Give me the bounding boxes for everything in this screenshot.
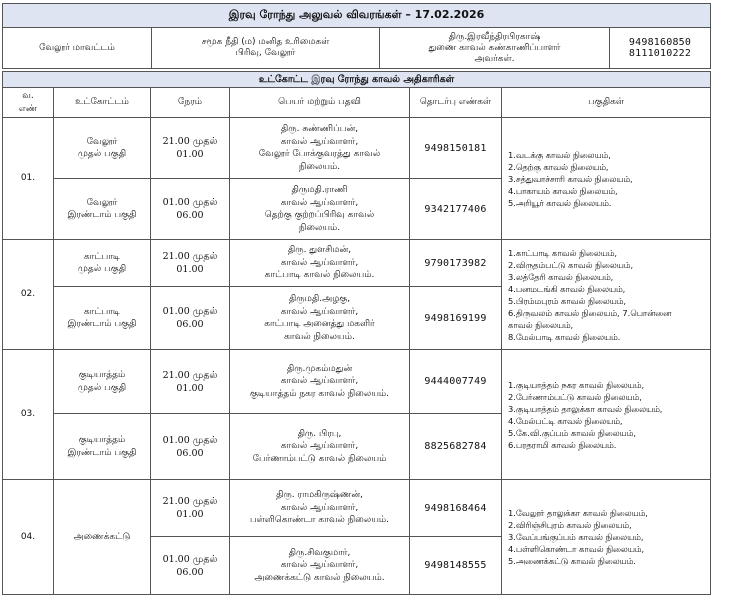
subdivision-line: அணைக்கட்டு	[73, 531, 131, 542]
officer-name-cell	[230, 414, 410, 480]
division-cell	[152, 28, 380, 69]
time-line: 01.00 முதல்	[162, 553, 218, 565]
officer-phone: 8111010222	[628, 48, 692, 59]
area-item: 4.பனமடங்கி காவல் நிலையம்,	[508, 283, 626, 294]
area-item: 5.கே.வி.குப்பம் காவல் நிலையம்,	[508, 427, 636, 438]
subdivision-line: இரண்டாம் பகுதி	[67, 319, 137, 329]
officer-line: திரு.இரவீந்திரபிரகாஷ்	[448, 31, 541, 42]
officer-line: அவர்கள்.	[474, 53, 515, 64]
subdivision-cell	[54, 287, 151, 350]
subdivision-line: வேலூர்	[86, 197, 118, 208]
header-subdivision: உட்கோட்டம்	[54, 88, 151, 118]
header-sno	[3, 88, 54, 118]
area-item: 1.வேலூர் தாலுக்கா காவல் நிலையம்,	[508, 508, 648, 518]
header-table	[2, 3, 711, 69]
name-line: தெற்கு குற்றப்பிரிவு காவல்	[264, 210, 375, 220]
area-item: 1.குடியாத்தம் நகர காவல் நிலையம்,	[508, 379, 645, 390]
phone-cell: 9444007749	[410, 350, 502, 414]
area-item: 2.விருதம்பட்டு காவல் நிலையம்,	[508, 259, 634, 270]
name-line: குடியாத்தம் நகர காவல் நிலையம்.	[249, 388, 390, 399]
time-line: 21.00 முதல்	[162, 496, 218, 507]
name-line: காவல் ஆய்வாளர்,	[280, 197, 359, 208]
areas-cell	[502, 118, 711, 240]
time-line: 01.00 முதல்	[162, 197, 218, 208]
header-time: நேரம்	[151, 88, 230, 118]
name-line: காவல் ஆய்வாளர்,	[280, 306, 359, 317]
areas-cell	[502, 240, 711, 350]
phone-cell: 9498168464	[410, 480, 502, 537]
subdivision-line: குடியாத்தம்	[78, 435, 126, 445]
officer-name-cell	[230, 287, 410, 350]
name-line: நிலையம்.	[298, 161, 341, 172]
subdivision-line: குடியாத்தம்	[78, 370, 126, 380]
name-line: அணைக்கட்டு காவல் நிலையம்.	[254, 572, 385, 583]
area-item: 4.பாகாயம் காவல் நிலையம்,	[508, 185, 618, 196]
name-line: காவல் ஆய்வாளர்,	[280, 136, 359, 147]
subdivision-cell	[54, 480, 151, 595]
area-item: 3.வேப்பங்குப்பம் காவல் நிலையம்,	[508, 532, 644, 542]
time-cell	[151, 537, 230, 595]
phone-cell: 9342177406	[410, 179, 502, 240]
time-cell	[151, 350, 230, 414]
officer-cell	[380, 28, 610, 69]
time-line: 06.00	[176, 210, 204, 221]
table-row	[3, 480, 711, 537]
name-line: காவல் ஆய்வாளர்,	[280, 376, 359, 387]
header-name: பெயர் மற்றும் பதவி	[230, 88, 410, 118]
table-row	[3, 118, 711, 179]
patrol-table	[2, 71, 711, 595]
name-line: காவல் ஆய்வாளர்,	[280, 257, 359, 268]
officer-phones	[610, 28, 711, 69]
officer-line: துணை காவல் கண்காணிப்பாளர்	[428, 42, 561, 53]
area-item: 2.பேர்ணாம்பட்டு காவல் நிலையம்,	[508, 391, 642, 402]
area-item: 5.அணைக்கட்டு காவல் நிலையம்.	[508, 556, 636, 566]
area-item: காவல் நிலையம்,	[508, 319, 574, 330]
name-line: திருமதி.அழகு,	[288, 294, 351, 304]
page-title: இரவு ரோந்து அலுவல் விவரங்கள் – 17.02.2026	[3, 4, 711, 28]
name-line: காவல் ஆய்வாளர்,	[280, 502, 359, 513]
subdivision-cell	[54, 350, 151, 414]
area-item: 6.திருவலம் காவல் நிலையம், 7.பொன்னை	[508, 307, 672, 318]
time-cell	[151, 179, 230, 240]
area-item: 3.லத்தேரி காவல் நிலையம்,	[508, 271, 614, 282]
time-cell	[151, 414, 230, 480]
areas-cell	[502, 350, 711, 480]
officer-phone: 9498160850	[628, 37, 692, 48]
area-item: 3.சத்துவாச்சாரி காவல் நிலையம்,	[508, 173, 633, 184]
area-item: 5.அரியூர் காவல் நிலையம்.	[508, 197, 612, 208]
officer-name-cell	[230, 240, 410, 287]
subdivision-cell	[54, 414, 151, 480]
time-line: 01.00	[176, 382, 204, 394]
area-item: 1.காட்பாடி காவல் நிலையம்,	[508, 247, 618, 258]
division-line: சமூக நீதி (ம) மனித உரிமைகள்	[201, 37, 330, 47]
subtitle: உட்கோட்ட இரவு ரோந்து காவல் அதிகாரிகள்	[3, 72, 711, 88]
table-row	[3, 240, 711, 287]
area-item: 8.மேல்பாடி காவல் நிலையம்.	[508, 331, 621, 342]
name-line: திரு. பிரபு,	[297, 428, 342, 439]
time-cell	[151, 287, 230, 350]
time-line: 01.00 முதல்	[162, 306, 218, 317]
subdivision-cell	[54, 118, 151, 179]
division-line: பிரிவு, வேலூர்	[235, 48, 296, 58]
time-line: 21.00 முதல்	[162, 369, 218, 381]
time-line: 01.00 முதல்	[162, 434, 218, 446]
header-areas: பகுதிகள்	[502, 88, 711, 118]
name-line: காட்பாடி அனைத்து மகளிர்	[264, 319, 375, 329]
area-item: 2.விரிஞ்சிபுரம் காவல் நிலையம்,	[508, 520, 632, 530]
phone-cell: 9498150181	[410, 118, 502, 179]
area-item: 6.பரதராமி காவல் நிலையம்.	[508, 439, 617, 450]
phone-cell: 8825682784	[410, 414, 502, 480]
subdivision-cell	[54, 240, 151, 287]
time-line: 06.00	[176, 447, 204, 459]
subdivision-line: இரண்டாம் பகுதி	[67, 447, 137, 458]
time-cell	[151, 240, 230, 287]
time-line: 01.00	[176, 264, 204, 275]
name-line: திரு.சிவகுமார்,	[288, 547, 351, 558]
area-item: 1.வடக்கு காவல் நிலையம்,	[508, 149, 611, 160]
area-item: 4.மேல்பட்டி காவல் நிலையம்,	[508, 415, 623, 426]
time-cell	[151, 118, 230, 179]
phone-cell: 9498169199	[410, 287, 502, 350]
phone-cell: 9498148555	[410, 537, 502, 595]
subdivision-line: முதல் பகுதி	[77, 382, 127, 393]
name-line: காவல் ஆய்வாளர்,	[280, 441, 359, 452]
name-line: திரு. துளசிமன்,	[287, 245, 352, 256]
header-sno-line: வ.	[22, 91, 34, 101]
officer-name-cell	[230, 537, 410, 595]
header-sno-line: எண்	[18, 103, 38, 114]
area-item: 3.குடியாத்தம் தாலுக்கா காவல் நிலையம்,	[508, 403, 663, 414]
time-line: 01.00	[176, 149, 204, 160]
time-line: 06.00	[176, 566, 204, 578]
time-line: 21.00 முதல்	[162, 251, 218, 262]
district-name: வேலூர் மாவட்டம்	[3, 28, 152, 69]
officer-name-cell	[230, 179, 410, 240]
phone-cell: 9790173982	[410, 240, 502, 287]
name-line: காட்பாடி காவல் நிலையம்.	[264, 270, 375, 281]
officer-name-cell	[230, 480, 410, 537]
name-line: பள்ளிகொண்டா காவல் நிலையம்.	[249, 515, 390, 526]
serial-number: 03.	[3, 350, 54, 480]
name-line: திரு. சுண்ணிப்பன்,	[280, 124, 359, 134]
serial-number: 04.	[3, 480, 54, 595]
officer-name-cell	[230, 350, 410, 414]
subdivision-line: இரண்டாம் பகுதி	[67, 210, 137, 220]
subdivision-line: வேலூர்	[86, 136, 118, 147]
subdivision-line: காட்பாடி	[83, 251, 121, 262]
subdivision-cell	[54, 179, 151, 240]
name-line: திரு.முகம்மதுன்	[286, 363, 353, 374]
name-line: வேலூர் போக்குவரத்து காவல்	[258, 149, 381, 159]
name-line: காவல் ஆய்வாளர்,	[280, 560, 359, 571]
name-line: நிலையம்.	[298, 222, 341, 233]
name-line: திரு. ராமகிருஷ்ணன்,	[276, 490, 363, 501]
areas-cell	[502, 480, 711, 595]
subdivision-line: காட்பாடி	[83, 306, 121, 317]
name-line: பேர்ணாம்பட்டு காவல் நிலையம்	[252, 453, 387, 464]
time-line: 06.00	[176, 319, 204, 330]
table-row	[3, 350, 711, 414]
area-item: 4.பள்ளிகொண்டா காவல் நிலையம்,	[508, 544, 645, 554]
subdivision-line: முதல் பகுதி	[77, 264, 127, 274]
area-item: 2.தெற்கு காவல் நிலையம்,	[508, 161, 609, 172]
name-line: காவல் நிலையம்.	[284, 331, 355, 342]
serial-number: 02.	[3, 240, 54, 350]
time-line: 01.00	[176, 509, 204, 520]
area-item: 5.பிரம்மபுரம் காவல் நிலையம்,	[508, 295, 627, 306]
subdivision-line: முதல் பகுதி	[77, 149, 127, 159]
time-line: 21.00 முதல்	[162, 136, 218, 147]
serial-number: 01.	[3, 118, 54, 240]
header-phone: தொடர்பு எண்கள்	[410, 88, 502, 118]
time-cell	[151, 480, 230, 537]
officer-name-cell	[230, 118, 410, 179]
name-line: திருமதி.ராணி	[291, 185, 348, 195]
